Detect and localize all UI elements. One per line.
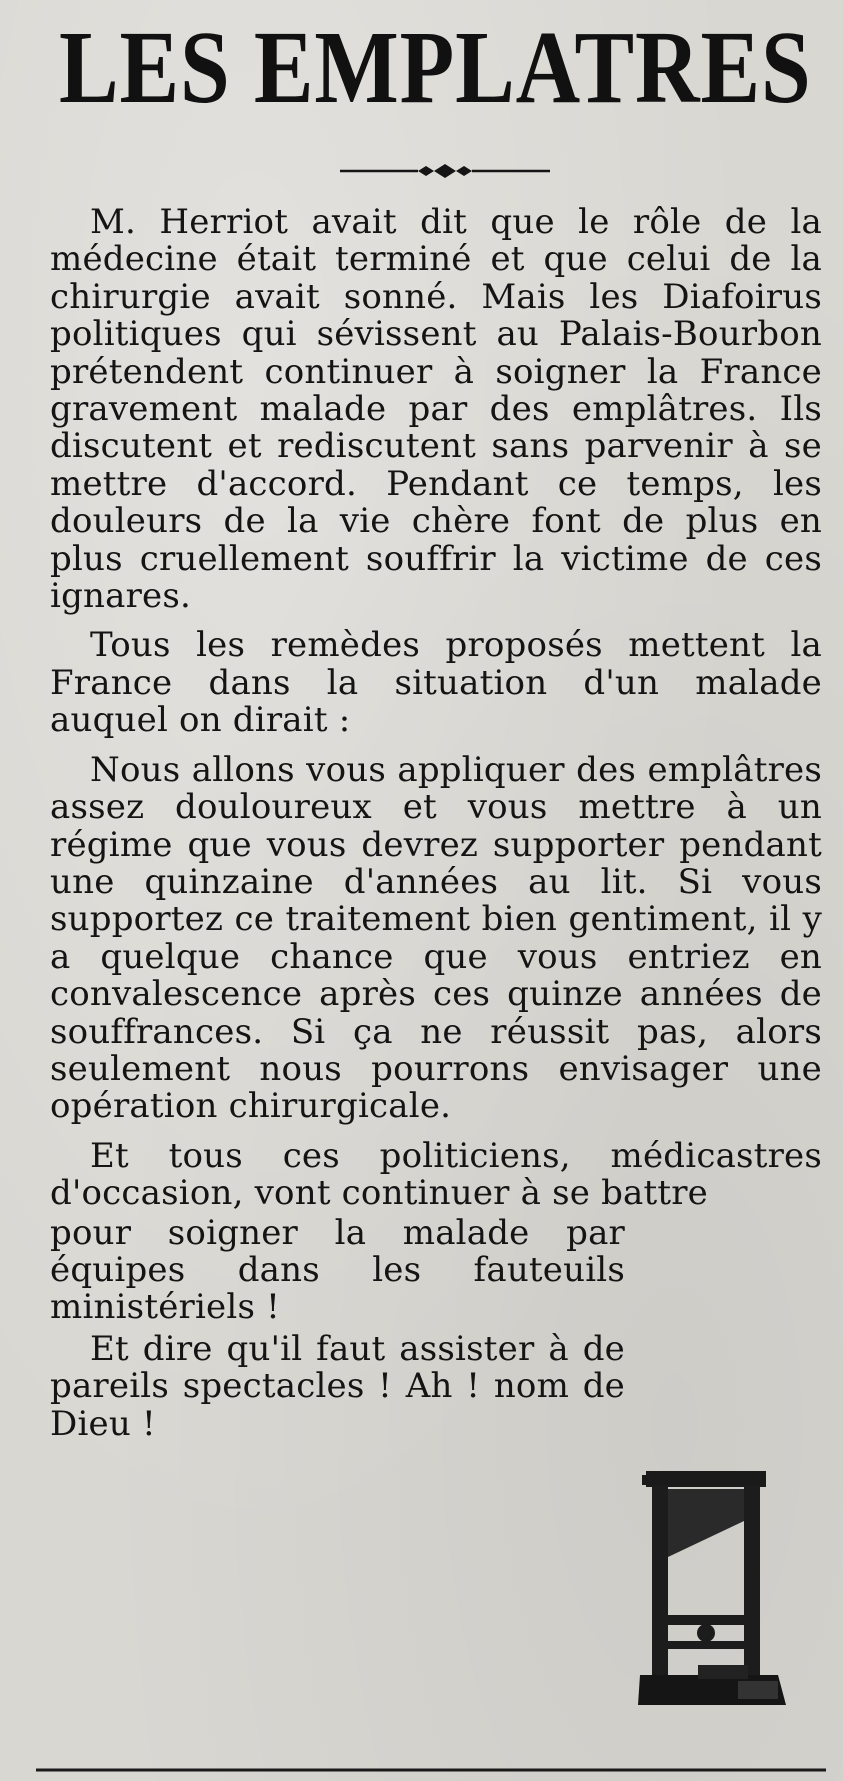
ornament-divider	[340, 162, 550, 180]
article-title: LES EMPLATRES	[59, 10, 812, 125]
paragraph-1: M. Herriot avait dit que le rôle de la médecine était terminé et que celui de la chirurgie avait sonné. Mais les Diafoirus politiques qui sévissent au Palais-Bourbon prétendent continuer à soigner la France gravement malade par des emplâtres. Ils discutent et rediscutent sans parvenir à se mettre d'accord. Pendant ce temps, les douleurs de la vie chère font de plus en plus cruellement souffrir la victime de ces ignares.	[50, 202, 822, 617]
guillotine-icon	[638, 1465, 788, 1715]
paragraph-5: Et dire qu'il faut assister à de pareils spectacles ! Ah ! nom de Dieu !	[50, 1328, 625, 1444]
article-body	[50, 204, 822, 1447]
paragraph-4: Et tous ces politiciens, médicastres d'occasion, vont continuer à se battre	[50, 1135, 822, 1214]
paragraph-4-continued: pour soigner la malade par équipes dans les fauteuils ministériels !	[50, 1212, 625, 1328]
bottom-rule	[36, 1762, 826, 1776]
paragraph-3: Nous allons vous appliquer des emplâtres assez douloureux et vous mettre à un régime que vous devrez supporter pendant une quinzaine d'années au lit. Si vous supportez ce traitement bien gentiment, il y a quelque chance que vous entriez en convalescence après ces quinze années de souffrances. Si ça ne réussit pas, alors seulement nous pourrons envisager une opération chirurgicale.	[50, 749, 822, 1127]
paragraph-2: Tous les remèdes proposés mettent la France dans la situation d'un malade auquel on dirait :	[50, 625, 822, 741]
